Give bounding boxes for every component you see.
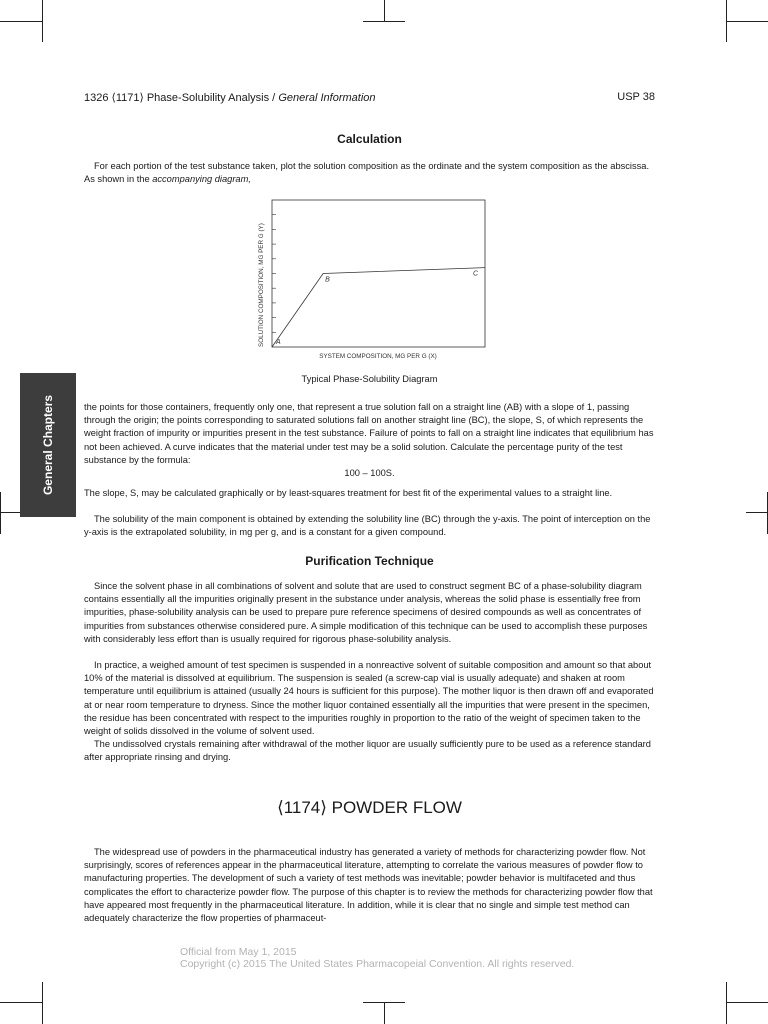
crop-mark [384,1002,385,1024]
purification-paragraph-2-text: In practice, a weighed amount of test specimen is suspended in a nonreactive solvent of suitable composition and amount so that about 10% of the material is dissolved at equilibrium. The suspension is sealed (a screw-cap vial is usually adequate) and shaken at room temperature until equilibrium is attained (usually 24 hours is sufficient for this purpose). The mother liquor is then drawn off and evaporated at or near room temperature to dryness. Since the mother liquor contained essentially all the impurities that were present in the specimen, the residue has been concentrated with respect to the impurities roughly in proportion to the ratio of the weight of specimen taken to the weight of solids dissolved in the volume of solvent used. [84,660,654,737]
side-tab [20,373,76,517]
chapter-reference: ⟨1171⟩ Phase-Solubility Analysis / [111,92,276,104]
crop-mark [726,982,727,1024]
purification-paragraph-1-text: Since the solvent phase in all combinations of solvent and solute that are used to construct segment BC of a phase-solubility diagram contains essentially all the impurities originally present in the substance under analysis, whereas the solid phase is essentially free from impurities, phase-solubility analysis can be used to prepare pure reference specimens of desired compounds as well as concentrates of impurities from substances otherwise considered pure. A simple modification of this technique can be used to accomplish these purposes with considerably less effort than is usually required for rigorous phase-solubility analysis. [84,581,648,644]
crop-mark [746,512,768,513]
crop-mark [384,0,385,22]
point-label-b: B [325,276,330,284]
chapter-section: General Information [278,92,376,104]
y-axis-label: SOLUTION COMPOSITION, MG PER G (Y) [258,223,265,347]
crop-mark [0,21,42,22]
powder-flow-paragraph-1-text: The widespread use of powders in the pharmaceutical industry has generated a variety of methods for characterizing powder flow. Not surprisingly, scores of references appear in the pharmaceutical literature, attempting to correlate the various measures of powder flow to manufacturing properties. The development of such a variety of test methods was inevitable; powder behavior is multifaceted and thus complicates the effort to characterize powder flow. The purpose of this chapter is to review the methods for characterizing powder flow that have appeared most frequently in the pharmaceutical literature. In addition, while it is clear that no single and simple test method can adequately characterize the flow properties of pharmaceut- [84,847,653,924]
page-number: 1326 [84,92,109,104]
crop-mark [0,1002,42,1003]
purification-paragraph-3-text: The undissolved crystals remaining after withdrawal of the mother liquor are usually sufficiently pure to be used as a reference standard after appropriate rinsing and drying. [84,739,651,763]
purification-paragraph-3 [84,738,655,764]
crop-mark [726,0,727,42]
crop-mark [0,512,22,513]
y-ticks [272,215,276,333]
chapter-title: ⟨1174⟩ POWDER FLOW [277,798,462,817]
side-tab-label: General Chapters [41,394,55,496]
phase-solubility-line [272,268,485,347]
point-label-a: A [276,339,281,346]
edition-label: USP 38 [617,91,655,103]
calculation-intro-italic: accompanying diagram, [152,174,251,185]
running-header [84,91,655,104]
crop-mark [726,1002,768,1003]
crop-mark [42,982,43,1024]
footer-official-date: Official from May 1, 2015 [180,946,297,958]
body-paragraph-3-text: The solubility of the main component is obtained by extending the solubility line (BC) through the y-axis. The point of interception on the y-axis is the extrapolated solubility, in mg per g, and is a constant for a given compound. [84,514,651,538]
purification-heading: Purification Technique [305,554,434,568]
phase-solubility-diagram [250,196,495,364]
body-paragraph-2: The slope, S, may be calculated graphically or by least-squares treatment for best fit of the experimental values to a straight line. [84,488,613,498]
calculation-intro [84,160,655,186]
header-left [84,91,376,104]
purification-paragraph-1 [84,580,655,646]
body-paragraph-3 [84,513,655,539]
calculation-heading: Calculation [337,132,402,146]
body-paragraph-1: the points for those containers, frequently only one, that represent a true solution fall on a straight line (AB) with a slope of 1, passing through the origin; the points corresponding to saturated solutions fall on another straight line (BC), the slope, S, of which represents the weight fraction of impurity or impurities present in the test substance. Failure of points to fall on a straight line indicates that equilibrium has not been achieved. A curve indicates that the material under test may be a solid solution. Calculate the percentage purity of the test substance by the formula: [84,402,654,465]
crop-mark [726,21,768,22]
point-label-c: C [473,270,479,278]
purification-paragraph-2 [84,659,655,738]
x-axis-label: SYSTEM COMPOSITION, MG PER G (X) [319,353,437,360]
purity-formula: 100 – 100S. [344,468,395,478]
crop-mark [42,0,43,42]
footer [180,946,574,970]
point-labels [275,271,479,346]
footer-copyright: Copyright (c) 2015 The United States Pharmacopeial Convention. All rights reserved. [180,958,575,970]
crop-mark [0,492,1,534]
diagram-caption: Typical Phase-Solubility Diagram [301,374,438,384]
calculation-intro-text: For each portion of the test substance taken, plot the solution composition as the ordinate and the system composition as the abscissa. As shown in the [84,161,650,185]
plot-frame [272,200,485,347]
powder-flow-paragraph-1 [84,846,655,925]
